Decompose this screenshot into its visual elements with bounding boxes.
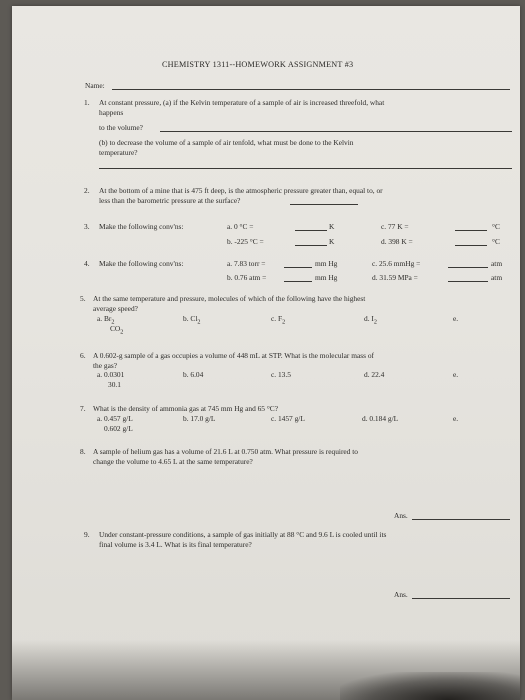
q4a-blank [284,267,312,268]
page-title: CHEMISTRY 1311--HOMEWORK ASSIGNMENT #3 [162,60,354,69]
q8-number: 8. [80,447,86,456]
q5-choice-b: b. $Cl_2$ [183,314,201,326]
q3c-unit: °C [492,222,500,231]
q6-text-2: the gas? [93,361,118,370]
q8-ans-label: Ans. [394,511,408,520]
q7-choice-d: d. 0.184 g/L [362,414,399,423]
q4b-label: b. 0.76 atm = [227,273,267,282]
q3a-label: a. 0 °C = [227,222,254,231]
q6-number: 6. [80,351,86,360]
q5-number: 5. [80,294,86,303]
q3d-label: d. 398 K = [381,237,413,246]
q1-text-a2: happens [99,108,124,117]
q4b-blank [284,281,312,282]
q3b-unit: K [329,237,335,246]
q5-choice-a: a. $Br_2$ [97,314,115,326]
q7-choice-b: b. 17.0 g/L [183,414,216,423]
q5-text-1: At the same temperature and pressure, molecules of which of the following have the highest [93,294,366,303]
q7-text-1: What is the density of ammonia gas at 745 mm Hg and 65 °C? [93,404,279,413]
q4d-unit: atm [491,273,503,282]
q4a-label: a. 7.83 torr = [227,259,266,268]
q6-choice-a: a. 0.0301 [97,370,125,379]
q4d-label: d. 31.59 MPa = [372,273,418,282]
q2-answer-line [290,204,358,205]
q4c-blank [448,267,488,268]
q4d-blank [448,281,488,282]
q2-text-2: less than the barometric pressure at the surface? [99,196,241,205]
q3b-label: b. -225 °C = [227,237,264,246]
q1-text-b1: (b) to decrease the volume of a sample of air tenfold, what must be done to the Kelvin [99,138,354,147]
q3b-blank [295,245,327,246]
q1-text-b2: temperature? [99,148,138,157]
q9-text-2: final volume is 3.4 L. What is its final temperature? [99,540,252,549]
q9-ans-label: Ans. [394,590,408,599]
q8-answer-line [412,519,510,520]
q2-number: 2. [84,186,90,195]
q1a-answer-line [160,131,512,132]
q4a-unit: mm Hg [315,259,338,268]
q1b-answer-line [99,168,512,169]
q3a-unit: K [329,222,335,231]
name-line [112,89,510,90]
q4c-label: c. 25.6 mmHg = [372,259,421,268]
q3d-blank [455,245,487,246]
q5-text-2: average speed? [93,304,138,313]
q7-choice-e: 0.602 g/L [104,424,133,433]
q9-answer-line [412,598,510,599]
q4-prompt: Make the following conv'ns: [99,259,184,268]
q5-choice-e-label: e. [453,314,459,323]
q5-choice-e: $CO_2$ [110,324,124,336]
q6-choice-b: b. 6.04 [183,370,204,379]
q7-number: 7. [80,404,86,413]
q6-choice-e-label: e. [453,370,459,379]
q6-text-1: A 0.602-g sample of a gas occupies a volume of 448 mL at STP. What is the molecular mass of [93,351,374,360]
q4b-unit: mm Hg [315,273,338,282]
q7-choice-c: c. 1457 g/L [271,414,305,423]
q9-number: 9. [84,530,90,539]
q3-prompt: Make the following conv'ns: [99,222,184,231]
q7-choice-a: a. 0.457 g/L [97,414,133,423]
q6-choice-c: c. 13.5 [271,370,291,379]
q4-number: 4. [84,259,90,268]
q3-number: 3. [84,222,90,231]
q7-choice-e-label: e. [453,414,459,423]
q1-text-a1: At constant pressure, (a) if the Kelvin temperature of a sample of air is increased threefold, what [99,98,385,107]
q3d-unit: °C [492,237,500,246]
q9-text-1: Under constant-pressure conditions, a sample of gas initially at 88 °C and 9.6 L is cooled until its [99,530,387,539]
q6-choice-e: 30.1 [108,380,121,389]
q8-text-2: change the volume to 4.65 L at the same temperature? [93,457,253,466]
q8-text-1: A sample of helium gas has a volume of 21.6 L at 0.750 atm. What pressure is required to [93,447,358,456]
q5-choice-d: d. $I_2$ [364,314,377,326]
q3c-blank [455,230,487,231]
q3a-blank [295,230,327,231]
name-label: Name: [85,81,105,90]
q6-choice-d: d. 22.4 [364,370,385,379]
q5-choice-c: c. $F_2$ [271,314,286,326]
q2-text-1: At the bottom of a mine that is 475 ft deep, is the atmospheric pressure greater than, equal to, or [99,186,383,195]
q3c-label: c. 77 K = [381,222,409,231]
q1-number: 1. [84,98,90,107]
q1-text-a3: to the volume? [99,123,143,132]
q4c-unit: atm [491,259,503,268]
hand-shadow [340,672,520,700]
